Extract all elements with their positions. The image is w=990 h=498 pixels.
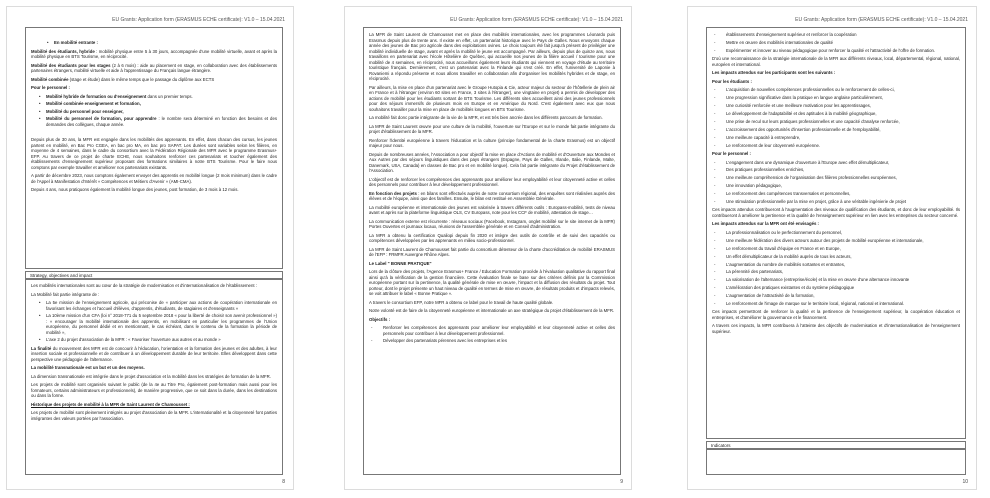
page-9 (344, 6, 632, 490)
paragraph: Les projets de mobilité sont organisés suivant le public (de la 4e au Titre Pro, également post-formation mais aussi pour les formateurs, certains administrateurs et professionnels), de manière progressive, que ce soit dans la durée, dans les destinations ou dans la forme. (31, 382, 277, 398)
paragraph: Notre volonté est de faire de la citoyenneté européenne et internationale un axe stratégique du projet d'établissement de la MFR. (369, 308, 615, 313)
paragraph: La MFR de Saint Laurent œuvre pour une culture de la mobilité, l'ouverture sur l'Europe et sur le monde fait partie intégrante du projet d'établissement de la MFR. (369, 123, 615, 134)
paragraph: La MFR a obtenu la certification Qualiopi depuis fin 2020 et intègre des outils de contrôle et de suivi des capacités ou compétences développées par les apprenants en milieu socio-professionnel. (369, 232, 615, 243)
paragraph: En fonction des projets : en bilans sont effectués auprès de notre consortium régional, des enquêtes sont réalisées auprès des élèves et de l'équipe, ainsi que des familles. Ensuite, le bilan est restitué en Assemblée Générale. (369, 190, 616, 201)
list-item: - La pérennité des partenariats, (712, 269, 960, 275)
list-item: - Une progression significative dans la pratique en langue anglaise particulièrement, (712, 95, 960, 101)
list-item: - Le renforcement de leur citoyenneté européenne. (712, 143, 960, 149)
paragraph: Lors de la clôture des projets, l'Agence Erasmus+ France / Education Formation procède à l'évaluation qualitative du rapport final ainsi qu'à la vérification de la gestion financière. Cette évaluation finale se base sur des critères définis par la Commission européenne portant sur la pertinence, la qualité générale de mise en œuvre, l'impact et la diffusion des résultats du projet. Tout porteur, dont le projet présente un haut niveau de qualité en termes de mise en œuvre, de résultats produits et d'impacts relevés, se voit attribuer le label « Bonne Pratique ». (369, 269, 615, 296)
staff-list (37, 94, 277, 128)
page-number: 9 (620, 479, 623, 485)
mobility-frame (25, 27, 283, 269)
paragraph: La mobilité européenne et internationale des jeunes est valorisée à travers différents outils : Europass-mobilité, tests de niveau avant et après sur la plateforme linguistique OLS, CV Europass, note pour les CCF de mobilité, attestation de stage… (369, 204, 615, 215)
page-8 (6, 6, 294, 490)
list-item: - L'augmentation du nombre de mobilités sortantes et entrantes, (712, 262, 960, 268)
history-frame (363, 27, 621, 475)
impacts-frame (706, 27, 966, 439)
paragraph: Depuis 4 ans, nous pratiquons également la mobilité longue des jeunes, post formation, de 3 mois à 12 mois. (31, 187, 239, 192)
list-item: - Une meilleure compréhension de l'organisation des filières professionnelles européennes, (712, 175, 960, 181)
section-title: Strategy, objectives and impact (25, 271, 283, 279)
list-item: • La 10ème mission d'un CFA (loi n° 2018-771 du 5 septembre 2018 « pour la liberté de choisir son avenir professionnel ») : « encourager la mobilité internationale des apprentis, en mobilisant en particulier les programmes de l'Union européenne, du personnel dédié et en mentionnant, le cas échéant, dans le contenu de la formation la période de mobilité », (37, 313, 277, 335)
subheading: Historique des projets de mobilité à la MFR de Saint Laurent de Chamousset : (31, 401, 190, 407)
list-item: - Un effet démultiplicateur de la mobilité auprès de tous les acteurs, (712, 254, 960, 260)
page-number: 10 (962, 479, 968, 485)
paragraph: Ces impacts attendus contribueront à l'augmentation des niveaux de qualification des étudiants, et donc de leur employabilité. Ils contribueront à améliorer la pertinence et la qualité de l'enseignement supérieur en lien avec les entreprises du secteur concerné. (712, 207, 960, 218)
paragraph: Les projets de mobilité sont pleinement intégrés au projet d'association de la MFR. L'internationalité et la citoyenneté font parties intégrantes des valeurs portées par l'association. (31, 410, 277, 421)
list-item: - L'acquisition de nouvelles compétences professionnelles ou le renforcement de celles-ci, (712, 87, 960, 93)
list-item: • Mobilité hybride de formation ou d'enseignement dans un premier temps. (37, 94, 277, 100)
list-item: - Une meilleure fédération des divers acteurs autour des projets de mobilité européenne et internationale, (712, 238, 960, 244)
list-item: • Mobilité combinée enseignement et formation, (37, 101, 277, 107)
paragraph: L'objectif est de renforcer les compétences des apprenants pour améliorer leur employabilité et leur citoyenneté active et celles des personnels pour contribuer à leur développement professionnel. (369, 176, 615, 187)
list-item: - Le renforcement de l'image de marque sur le territoire local, régional, national et international. (712, 301, 960, 307)
paragraph: La finalité du mouvement des MFR est de concourir à l'éducation, l'orientation et la formation des jeunes et des adultes, à leur insertion sociale et professionnelle et de contribuer à un développement durable de leur territoire. Elles développent dans cette perspective une pédagogie de l'alternance. (31, 345, 277, 362)
paragraph: La Mobilité fait partie intégrante de : (31, 291, 100, 297)
list-item: - Le renforcement des compétences transversales et personnelles, (712, 191, 960, 197)
page-header: EU Grants: Application form (ERASMUS ECHE certificate): V1.0 – 15.04.2021 (450, 17, 623, 23)
list-item: - L'augmentation de l'attractivité de la formation, (712, 293, 960, 299)
paragraph: Par ailleurs, la mise en place d'un partenariat avec le Groupe Hutopia & Cie, acteur majeur du secteur de l'hôtellerie de plein air en France et à l'étranger (environ 60 sites en France, 3 sites à l'étranger), une vingtaine en projet) a permis de développer des actions de mobilité pour les étudiants sortant de BTS Tourisme. Les différents sites accueillent ainsi des jeunes professionnels pour des séjours immersifs de plusieurs mois en Europe et en Amérique du Nord. C'est également avec eux que nous souhaitons travailler pour la mise en place de mobilités longues en BTS Tourisme. (369, 84, 615, 112)
subheading: Les impacts attendus sur la MFR ont été envisagés : (712, 221, 819, 227)
list-item: - L'amélioration des pratiques existantes et du système pédagogique (712, 285, 960, 291)
mobility-block: Mobilité des étudiants pour les stages (2 à 6 mois) : aide au placement en stage, en collaboration avec des établissements partenaires étrangers, mobilité virtuelle et aide à l'apprentissage du Français langue étrangère. (31, 62, 277, 73)
list-item: - Des pratiques professionnelles enrichies, (712, 167, 960, 173)
list-item: - Une prise de recul sur leurs pratiques professionnelles et une capacité d'analyse renforcée, (712, 119, 960, 125)
mobility-block: Mobilité des étudiants, hybride : mobilité physique entre 5 à 30 jours, accompagnée d'une mobilité virtuelle, avant et après la mobilité physique en BTS Tourisme, en réciprocité. (31, 48, 277, 59)
list-item: - établissements d'enseignement supérieur et renforcer la coopération (712, 32, 960, 38)
subheading: Pour les étudiants : (712, 78, 752, 84)
list-item: • L'axe 2 du projet d'association de la MFR : « Favoriser l'ouverture aux autres et au monde » (37, 337, 277, 343)
strategy-section (25, 279, 283, 475)
list-item: - Le développement de l'adaptabilité et des aptitudes à la mobilité géographique, (712, 111, 960, 117)
list-item: • Mobilité du personnel de formation, pour apprendre : le nombre sera déterminé en fonction des besoins et des demandes des collègues, chaque année. (37, 116, 277, 127)
list-item: • La 5e mission de l'enseignement agricole, qui préconise de « participer aux actions de coopération internationale en favorisant les échanges et l'accueil d'élèves, d'apprentis, d'étudiants, de stagiaires et d'enseignants » (37, 300, 277, 311)
objectives-heading: Objectifs : (369, 316, 391, 322)
list-item: - Expérimenter et innover au niveau pédagogique pour renforcer la qualité et l'attractivité de l'offre de formation. (712, 48, 960, 54)
page-number: 8 (282, 479, 285, 485)
list-item: - Une innovation pédagogique, (712, 183, 960, 189)
subheading: Les impacts attendus sur les participants sont les suivants : (712, 70, 836, 76)
paragraph: Depuis plus de 30 ans, la MFR est engagée dans les mobilités des apprenants. En effet, dans chacun des cursus, les jeunes partent en mobilité, en Bac Pro CGEA, en bac pro MA, en bac pro SAPAT. Les durées sont variables selon les filières, en moyenne de 4 semaines, dans le cadre du consortium avec la Fédération Régionale des MFR avec le programme Erasmus+ EFP. Au travers de ce projet de charte ECHE, nous souhaitons renforcer ces partenariats et toucher également des établissements d'enseignement supérieur proposant des formations similaires à notre BTS Tourisme. Pour le faire nous comptons par exemple travailler et améliorer nos partenariats existants. (31, 137, 277, 170)
paragraph: Ces impacts permettront de renforcer la qualité et la pertinence de l'enseignement supérieur, la coopération éducation et entreprises, et d'améliorer la gouvernance et le financement. (712, 309, 960, 320)
paragraph: La communication externe est récurrente : réseaux sociaux (Facebook, Instagram, onglet mobilité sur le site internet de la MFR) Portes Ouvertes et journaux locaux, réunions de l'assemblée générale et en Conseil d'administration. (369, 218, 615, 229)
staff-heading: Pour le personnel : (31, 85, 70, 90)
paragraph: Les mobilités internationales sont au cœur de la stratégie de modernisation et d'internationalisation de l'établissement : (31, 283, 257, 288)
paragraph: La MFR de Saint Laurent de Chamousset met en place des mobilités internationales, avec les programmes Léonardo puis Erasmus depuis plus de trente ans. Il existe en effet, un partenariat historique avec le Pays de Galles. Nous envoyons chaque année des jeunes de Bac pro agricole dans des exploitations ovines. Le choix toujours été fait jusqu'à présent de privilégier une mobilité individuelle de stage, avant et après la mobilité le jeune est accompagné. Par ailleurs, depuis plus de quinze ans, nous travaillons en partenariat avec l'école Hôtelière de Québec, qui accueille nos jeunes de la filière accueil / tourisme pour une mobilité de 4 semaines, en réciprocité, nous accueillons également leurs étudiants qui viennent en voyage d'étude au territoire touristique français. Dernièrement, c'est un partenariat avec la Finlande qui s'est créé. En effet, l'université de Laponie à Rovaniemi a répondu présente et nous allons travailler en collaboration afin d'organiser les mobilités hybrides et de stage, en réciprocité. (369, 32, 615, 81)
missions-list (37, 300, 277, 343)
paragraph: A travers le consortium EFP, notre MFR a obtenu ce label pour le travail de haute qualité globale. (369, 299, 554, 305)
label-heading: Le Label " BONNE PRATIQUE" (369, 260, 432, 266)
paragraph: La mobilité fait donc partie intégrante de la vie de la MFR, et est très bien ancrée dans les différents parcours de formation. (369, 115, 603, 120)
list-item: - L'accroissement des opportunités d'insertion professionnelle et de l'employabilité, (712, 127, 960, 133)
subheading: Pour le personnel : (712, 151, 751, 157)
indicators-section (706, 449, 966, 475)
indicators-title: Indicators (706, 441, 966, 449)
mobility-block: Mobilité combinée (stage et étude) dans le même temps que le passage du diplôme aux ECTS (31, 76, 215, 82)
page-10 (687, 6, 977, 490)
subheading: La mobilité transnationale est un but et un des moyens. (31, 365, 145, 370)
list-item: - Une stimulation professionnelle par la mise en projet, grâce à une véritable ingénierie de projet (712, 199, 960, 205)
paragraph: A travers ces impacts, la MFR contribuera à l'atteinte des objectifs de modernisation et d'internationalisation de l'enseignement supérieur. (712, 323, 960, 334)
page-header: EU Grants: Application form (ERASMUS ECHE certificate): V1.0 – 15.04.2021 (795, 17, 968, 23)
paragraph: D'où une reconnaissance de la stratégie internationale de la MFR aux différents niveaux, local, départemental, régional, national, européen et international. (712, 56, 960, 67)
objectives-list (369, 325, 615, 344)
list-item: - Une curiosité renforcée et une meilleure motivation pour les apprentissages, (712, 103, 960, 109)
students-list (712, 87, 960, 148)
page-header: EU Grants: Application form (ERASMUS ECHE certificate): V1.0 – 15.04.2021 (112, 17, 285, 23)
list-item: - Une meilleure capacité à entreprendre, (712, 135, 960, 141)
mfr-impacts-list (712, 230, 960, 307)
personnel-list (712, 160, 960, 205)
list-item: - Mettre en œuvre des mobilités internationales de qualité (712, 40, 960, 46)
paragraph: Renforcer l'identité européenne à travers l'éducation et la culture (principe fondamental de la charte Erasmus) est un objectif majeur pour nous. (369, 137, 615, 148)
list-item: - Le renforcement du travail d'équipe en France et en Europe, (712, 246, 960, 252)
list-item: - Développer des partenariats pérennes avec les entreprises et les (369, 338, 615, 344)
objectives-continued-list (712, 32, 960, 53)
incoming-heading: • En mobilité entrante : (45, 40, 277, 46)
list-item: - La valorisation de l'alternance (entreprise/école) et la mise en œuvre d'une alternance innovante (712, 277, 960, 283)
paragraph: La MFR de Saint Laurent de Chamousset fait partie du consortium détenteur de la charte d'accréditation de mobilité ERASMUS de l'EFP : FRMFR Auvergne Rhône Alpes. (369, 246, 615, 257)
list-item: - Renforcer les compétences des apprenants pour améliorer leur employabilité et leur citoyenneté active et celles des personnels pour contribuer à leur développement professionnel. (369, 325, 615, 336)
list-item: - L'engagement dans une dynamique d'ouverture à l'Europe avec effet démultiplicateur, (712, 160, 960, 166)
list-item: - La professionnalisation ou le perfectionnement du personnel, (712, 230, 960, 236)
list-item: • Mobilité du personnel pour enseigner, (37, 109, 277, 115)
paragraph: Depuis de nombreuses années, l'Association a pour objectif la mise en place d'Actions de mobilité et d'Ouverture aux Mondes et Aux Autres par des séjours linguistiques dans des pays étrangers (Espagne, Pays de Galles, Irlande, Italie, Finlande, Malte, Danemark, USA, Canada) en classes de Bac pro et en mobilité longue). Cela fait partie intégrante du Projet d'établissement de l'Association. (369, 151, 615, 173)
paragraph: La dimension transnationale est intégrée dans le projet d'association et la mobilité dans les stratégies de formation de la MFR. (31, 373, 271, 379)
paragraph: A partir de décembre 2023, nous comptons également envoyer des apprentis en mobilité longue (2 mois minimum) dans le cadre de l'Appel à Manifestation d'Intérêt « Compétences et Métiers d'Avenir » (AMI-CMA). (31, 173, 277, 184)
